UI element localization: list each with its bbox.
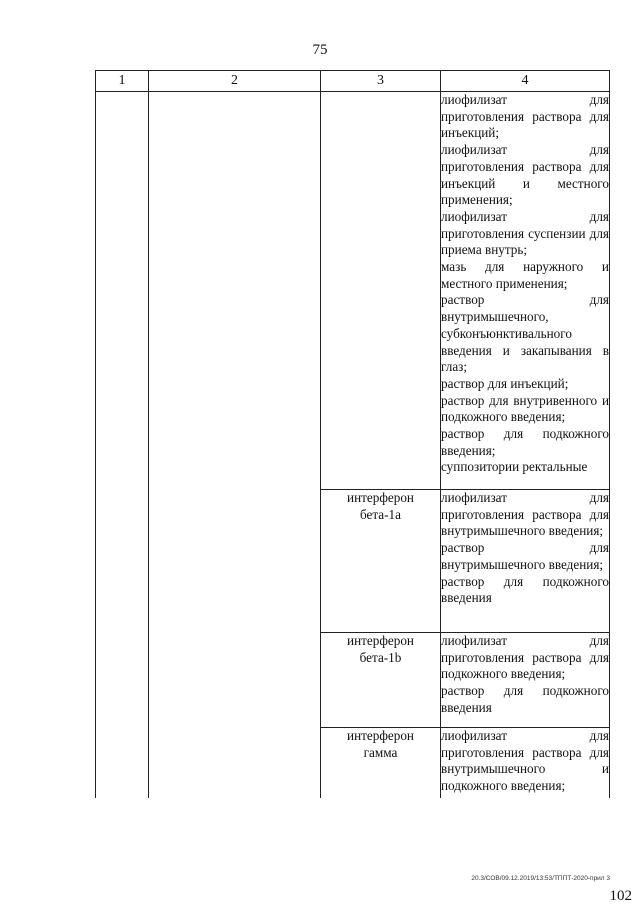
dosage-form: мазь для наружного и местного применения; [441,259,609,291]
header-col-3: 3 [321,71,441,92]
dosage-form: лиофилизат для приготовления раствора для внутримышечного введения; [441,490,609,539]
inn-cell [321,728,441,799]
atx-code-cell [96,92,149,799]
dosage-form: раствор для внутримышечного, субконъюнктивального введения и закапывания в глаз; [441,292,609,375]
corner-page-number: 102 [609,888,632,904]
dosage-form: раствор для подкожного введения; [441,426,609,458]
inn-name: гамма [363,744,398,760]
dosage-forms-cell [441,490,610,633]
dosage-form: раствор для внутримышечного введения; [441,540,609,572]
inn-cell [321,490,441,633]
inn-cell [321,633,441,728]
table-header-row [96,71,610,92]
document-footer-code: 20.3/СОВ/09.12.2019/13:53/ТППТ-2020-прил 3 [471,875,610,882]
drug-table [95,70,610,798]
dosage-forms-cell [441,633,610,728]
dosage-forms-cell [441,92,610,490]
dosage-form: раствор для подкожного введения [441,683,609,715]
inn-name: интерферон [347,490,414,505]
dosage-form: лиофилизат для приготовления раствора для инъекций и местного применения; [441,142,609,208]
inn-name: интерферон [347,633,414,648]
atx-group-cell [149,92,321,799]
header-col-4: 4 [441,71,610,92]
inn-name: бета-1b [359,649,402,665]
dosage-form: раствор для подкожного введения [441,573,609,606]
dosage-form: лиофилизат для приготовления раствора для инъекций; [441,92,609,141]
inn-name: бета-1a [359,506,401,522]
table-row [96,92,610,490]
dosage-form: лиофилизат для приготовления раствора для внутримышечного и подкожного введения; [441,728,609,794]
dosage-forms-cell [441,728,610,799]
dosage-form: раствор для инъекций; [441,375,569,391]
dosage-form: лиофилизат для приготовления раствора для подкожного введения; [441,633,609,682]
page-number: 75 [312,42,328,58]
header-col-1: 1 [96,71,149,92]
inn-name: интерферон [347,728,414,743]
dosage-form: раствор для внутривенного и подкожного введения; [441,392,609,425]
dosage-form: суппозитории ректальные [441,459,588,475]
inn-cell [321,92,441,490]
header-col-2: 2 [149,71,321,92]
dosage-form: лиофилизат для приготовления суспензии для приема внутрь; [441,208,609,258]
